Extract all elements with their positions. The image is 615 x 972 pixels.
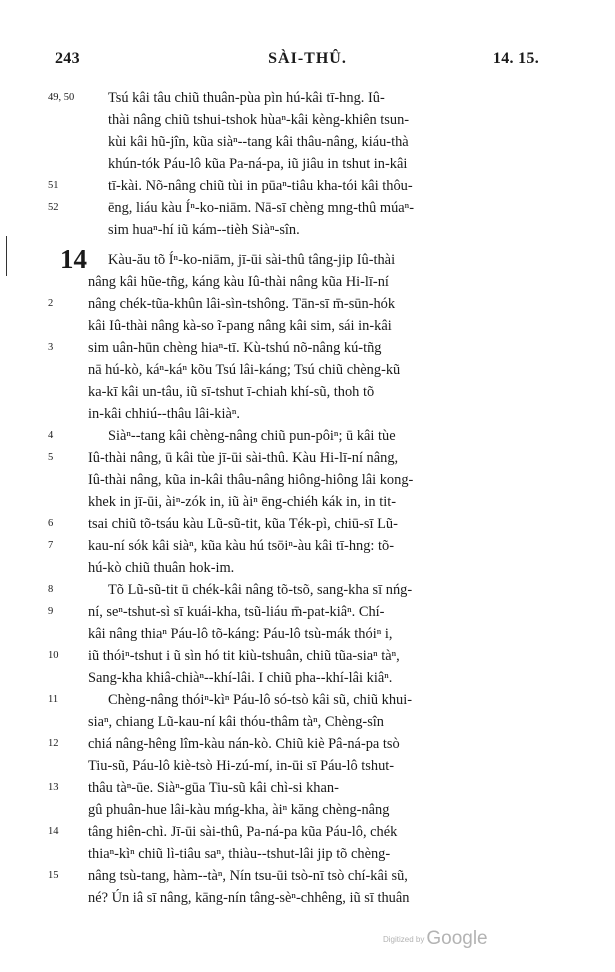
text-line: Iû-thài nâng, ū kâi tùe jī-ūi sài-thû. Kàu Hi-lī-ní nâng, [88,450,399,466]
text-line: hú-kò chiũ thuân hok-im. [88,560,235,576]
verse-marker: 3 [48,342,54,353]
verse-marker: 9 [48,606,54,617]
verse-marker: 49, 50 [48,92,75,103]
text-line: Tiu-sũ, Páu-lô kiè-tsò Hi-zú-mí, in-ūi sī Páu-lô tshut- [88,758,395,774]
text-line: kâi Iû-thài nâng kà-so ĩ-pang nâng kâi sim, sái in-kâi [88,318,392,334]
text-line: thâu tàⁿ-ūe. Siàⁿ-gūa Tiu-sũ kâi chì-si khan- [88,780,339,796]
text-line: sim huaⁿ-hí iũ kám--tièh Siàⁿ-sîn. [108,222,300,238]
verse-marker: 14 [48,826,59,837]
text-line: gû phuân-hue lâi-kàu mńg-kha, àiⁿ kăng chèng-nâng [88,802,390,818]
verse-marker: 8 [48,584,54,595]
text-line: iũ thóiⁿ-tshut i ũ sìn hó tit kiù-tshuân, chiũ tũa-siaⁿ tàⁿ, [88,648,400,664]
margin-mark [6,236,7,276]
watermark-caption: Digitized by [383,934,425,944]
text-line: Siàⁿ--tang kâi chèng-nâng chiũ pun-pôiⁿ; ū kâi tùe [108,428,396,444]
text-line: kau-ní sók kâi siàⁿ, kũa kàu hú tsōiⁿ-àu kâi tī-hng: tõ- [88,538,395,554]
verse-marker: 15 [48,870,59,881]
verse-marker: 6 [48,518,54,529]
chapter-number: 14 [60,244,87,274]
verse-marker: 4 [48,430,54,441]
digitization-watermark [383,928,488,950]
text-line: Tõ Lũ-sũ-tit ū chék-kâi nâng tõ-tsõ, sang-kha sī nńg- [108,582,413,598]
text-line: Iû-thài nâng, kũa in-kâi thâu-nâng hiông-hiông lâi kong- [88,472,414,488]
text-line: nâng chék-tũa-khûn lâi-sìn-tshông. Tān-sī m̄-sūn-hók [88,296,396,312]
verse-marker: 5 [48,452,54,463]
verse-marker: 7 [48,540,54,551]
text-line: ní, seⁿ-tshut-sì sī kuái-kha, tsũ-liáu m̄-pat-kiâⁿ. Chí- [88,604,385,620]
text-line: khún-tók Páu-lô kũa Pa-ná-pa, iũ jiâu in tshut in-kâi [108,156,408,172]
text-line: tsai chiũ tõ-tsáu kàu Lũ-sũ-tit, kũa Ték-pì, chiū-sī Lũ- [88,516,398,532]
verse-marker: 51 [48,180,59,191]
page-number: 243 [55,50,80,67]
verse-marker: 11 [48,694,59,705]
text-line: nā hú-kò, káⁿ-káⁿ kõu Tsú lâi-káng; Tsú chiũ chèng-kũ [88,362,401,378]
verse-marker: 2 [48,298,54,309]
text-line: ka-kī kâi un-tâu, iũ sī-tshut ī-chiah khí-sũ, thoh tõ [88,384,375,400]
chapter-range: 14. 15. [492,50,539,67]
text-line: Tsú kâi tâu chiũ thuân-pùa pìn hú-kâi tī-hng. Iû- [108,90,385,106]
text-line: khek in jī-ūi, àiⁿ-zók in, iũ àiⁿ ēng-chiéh kák in, in tit- [88,494,396,510]
text-line: thiaⁿ-kìⁿ chiũ lì-tiâu saⁿ, thiàu--tshut-lâi jip tõ chèng- [88,846,391,862]
verse-marker: 52 [48,202,59,213]
text-line: Kàu-ău tõ Íⁿ-ko-niām, jī-ūi sài-thû tâng-jip Iû-thài [108,252,396,268]
text-line: tâng hiên-chì. Jī-ūi sài-thû, Pa-ná-pa kũa Páu-lô, chék [88,824,398,840]
verse-marker: 12 [48,738,59,749]
text-line: in-kâi chhiú--thâu lâi-kiàⁿ. [88,406,240,422]
text-line: thài nâng chiũ tshui-tshok hùaⁿ-kâi kèng-khiên tsun- [108,112,410,128]
text-line: chiá nâng-hêng lîm-kàu nán-kò. Chiũ kiè Pâ-ná-pa tsò [88,736,400,752]
verse-marker: 10 [48,650,59,661]
watermark-logo: Google [426,928,488,949]
text-line: nâng tsù-tang, hàm--tàⁿ, Nín tsu-ūi tsò-nī tsò chí-kâi sũ, [88,868,408,884]
text-line: nâng kâi hũe-tñg, káng kàu Iû-thài nâng kũa Hi-lī-ní [88,274,389,290]
text-line: siaⁿ, chiang Lũ-kau-ní kâi thóu-thâm tàⁿ, Chèng-sîn [88,714,385,730]
text-line: Chèng-nâng thóiⁿ-kìⁿ Páu-lô só-tsò kâi sũ, chiũ khui- [108,692,413,708]
text-line: kùi kâi hũ-jîn, kũa siàⁿ--tang kâi thâu-nâng, kiáu-thà [108,134,409,150]
text-line: Sang-kha khiâ-chiàⁿ--khí-lâi. I chiũ pha--khí-lâi kiâⁿ. [88,670,393,686]
text-line: kâi nâng thiaⁿ Páu-lô tõ-káng: Páu-lô tsù-mák thóiⁿ i, [88,626,393,642]
text-line: né? Ún iâ sī nâng, kāng-nín tâng-sèⁿ-chhêng, iũ sī thuân [88,890,410,906]
text-line: ēng, liáu kàu Íⁿ-ko-niām. Nā-sī chèng mng-thû múaⁿ- [108,200,414,216]
verse-marker: 13 [48,782,59,793]
running-title: SÀI-THÛ. [268,50,347,67]
text-line: tī-kài. Nõ-nâng chiũ tùi in pūaⁿ-tiâu kha-tói kâi thôu- [108,178,413,194]
text-line: sim uân-hūn chèng hiaⁿ-tī. Kù-tshú nõ-nâng kú-tñg [88,340,382,356]
